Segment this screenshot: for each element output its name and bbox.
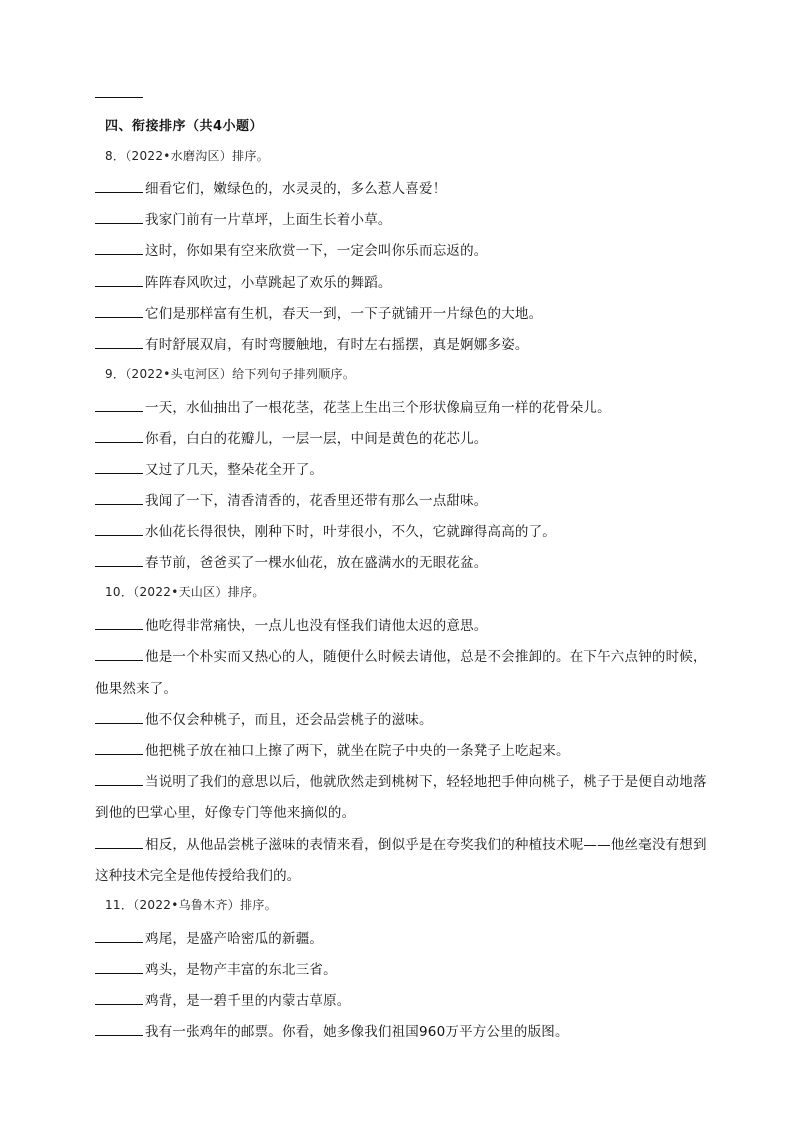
q11-item-1: 鸡尾，是盛产哈密瓜的新疆。 [95, 927, 323, 947]
q9-item-6: 春节前，爸爸买了一棵水仙花，放在盛满水的无眼花盆。 [95, 551, 488, 571]
answer-blank[interactable] [95, 959, 143, 974]
answer-blank[interactable] [95, 397, 143, 412]
q9-item-3: 又过了几天，整朵花全开了。 [95, 458, 323, 478]
answer-blank[interactable] [95, 490, 143, 505]
q9-item-1: 一天，水仙抽出了一根花茎，花茎上生出三个形状像扁豆角一样的花骨朵儿。 [95, 396, 611, 416]
q8-item-5: 它们是那样富有生机，春天一到，一下子就铺开一片绿色的大地。 [95, 302, 542, 322]
answer-blank[interactable] [95, 240, 143, 255]
q10-item-6-continued: 这种技术完全是他传授给我们的。 [95, 868, 301, 884]
q8-item-4: 阵阵春风吹过，小草跳起了欢乐的舞蹈。 [95, 271, 392, 291]
q8-item-6: 有时舒展双肩，有时弯腰触地，有时左右摇摆，真是婀娜多姿。 [95, 333, 529, 353]
answer-blank[interactable] [95, 928, 143, 943]
q10-item-6: 相反，从他品尝桃子滋味的表情来看，倒似乎是在夸奖我们的种植技术呢——他丝毫没有想到 [95, 833, 707, 853]
question-10-header: 10．（2022•天山区）排序。 [105, 585, 265, 599]
answer-blank[interactable] [95, 272, 143, 287]
answer-blank[interactable] [95, 771, 143, 786]
answer-blank[interactable] [95, 1021, 143, 1036]
answer-blank[interactable] [95, 303, 143, 318]
question-11-header: 11．（2022•乌鲁木齐）排序。 [105, 898, 277, 912]
q9-item-4: 我闻了一下，清香清香的，花香里还带有那么一点甜味。 [95, 489, 488, 509]
q11-item-2: 鸡头，是物产丰富的东北三省。 [95, 958, 337, 978]
answer-blank[interactable] [95, 834, 143, 849]
q9-item-5: 水仙花长得很快，刚种下时，叶芽很小，不久，它就蹿得高高的了。 [95, 520, 556, 540]
q10-item-2: 他是一个朴实而又热心的人，随便什么时候去请他，总是不会推卸的。在下午六点钟的时候， [95, 645, 707, 665]
answer-blank[interactable] [95, 552, 143, 567]
q10-item-1: 他吃得非常痛快，一点儿也没有怪我们请他太迟的意思。 [95, 614, 488, 634]
q8-item-2: 我家门前有一片草坪，上面生长着小草。 [95, 208, 392, 228]
question-9-header: 9．（2022•头屯河区）给下列句子排列顺序。 [105, 367, 356, 381]
answer-blank[interactable] [95, 521, 143, 536]
top-answer-line [95, 97, 143, 98]
q10-item-4: 他把桃子放在袖口上擦了两下，就坐在院子中央的一条凳子上吃起来。 [95, 739, 570, 759]
answer-blank[interactable] [95, 646, 143, 661]
q10-item-5: 当说明了我们的意思以后，他就欣然走到桃树下，轻轻地把手伸向桃子，桃子于是便自动地落 [95, 770, 707, 790]
answer-blank[interactable] [95, 428, 143, 443]
answer-blank[interactable] [95, 990, 143, 1005]
q11-item-4: 我有一张鸡年的邮票。你看，她多像我们祖国960万平方公里的版图。 [95, 1020, 569, 1040]
section-title: 四、衔接排序（共4小题） [105, 119, 264, 134]
q8-item-1: 细看它们，嫩绿色的，水灵灵的，多么惹人喜爱！ [95, 177, 446, 197]
answer-blank[interactable] [95, 615, 143, 630]
answer-blank[interactable] [95, 334, 143, 349]
answer-blank[interactable] [95, 740, 143, 755]
answer-blank[interactable] [95, 178, 143, 193]
q11-item-3: 鸡背，是一碧千里的内蒙古草原。 [95, 989, 351, 1009]
question-8-header: 8．（2022•水磨沟区）排序。 [105, 149, 270, 163]
q8-item-3: 这时，你如果有空来欣赏一下，一定会叫你乐而忘返的。 [95, 239, 488, 259]
answer-blank[interactable] [95, 209, 143, 224]
q10-item-5-continued: 到他的巴掌心里，好像专门等他来摘似的。 [95, 805, 356, 821]
answer-blank[interactable] [95, 459, 143, 474]
q10-item-3: 他不仅会种桃子，而且，还会品尝桃子的滋味。 [95, 708, 433, 728]
q10-item-2-continued: 他果然来了。 [95, 681, 178, 697]
answer-blank[interactable] [95, 709, 143, 724]
q9-item-2: 你看，白白的花瓣儿，一层一层，中间是黄色的花芯儿。 [95, 427, 488, 447]
